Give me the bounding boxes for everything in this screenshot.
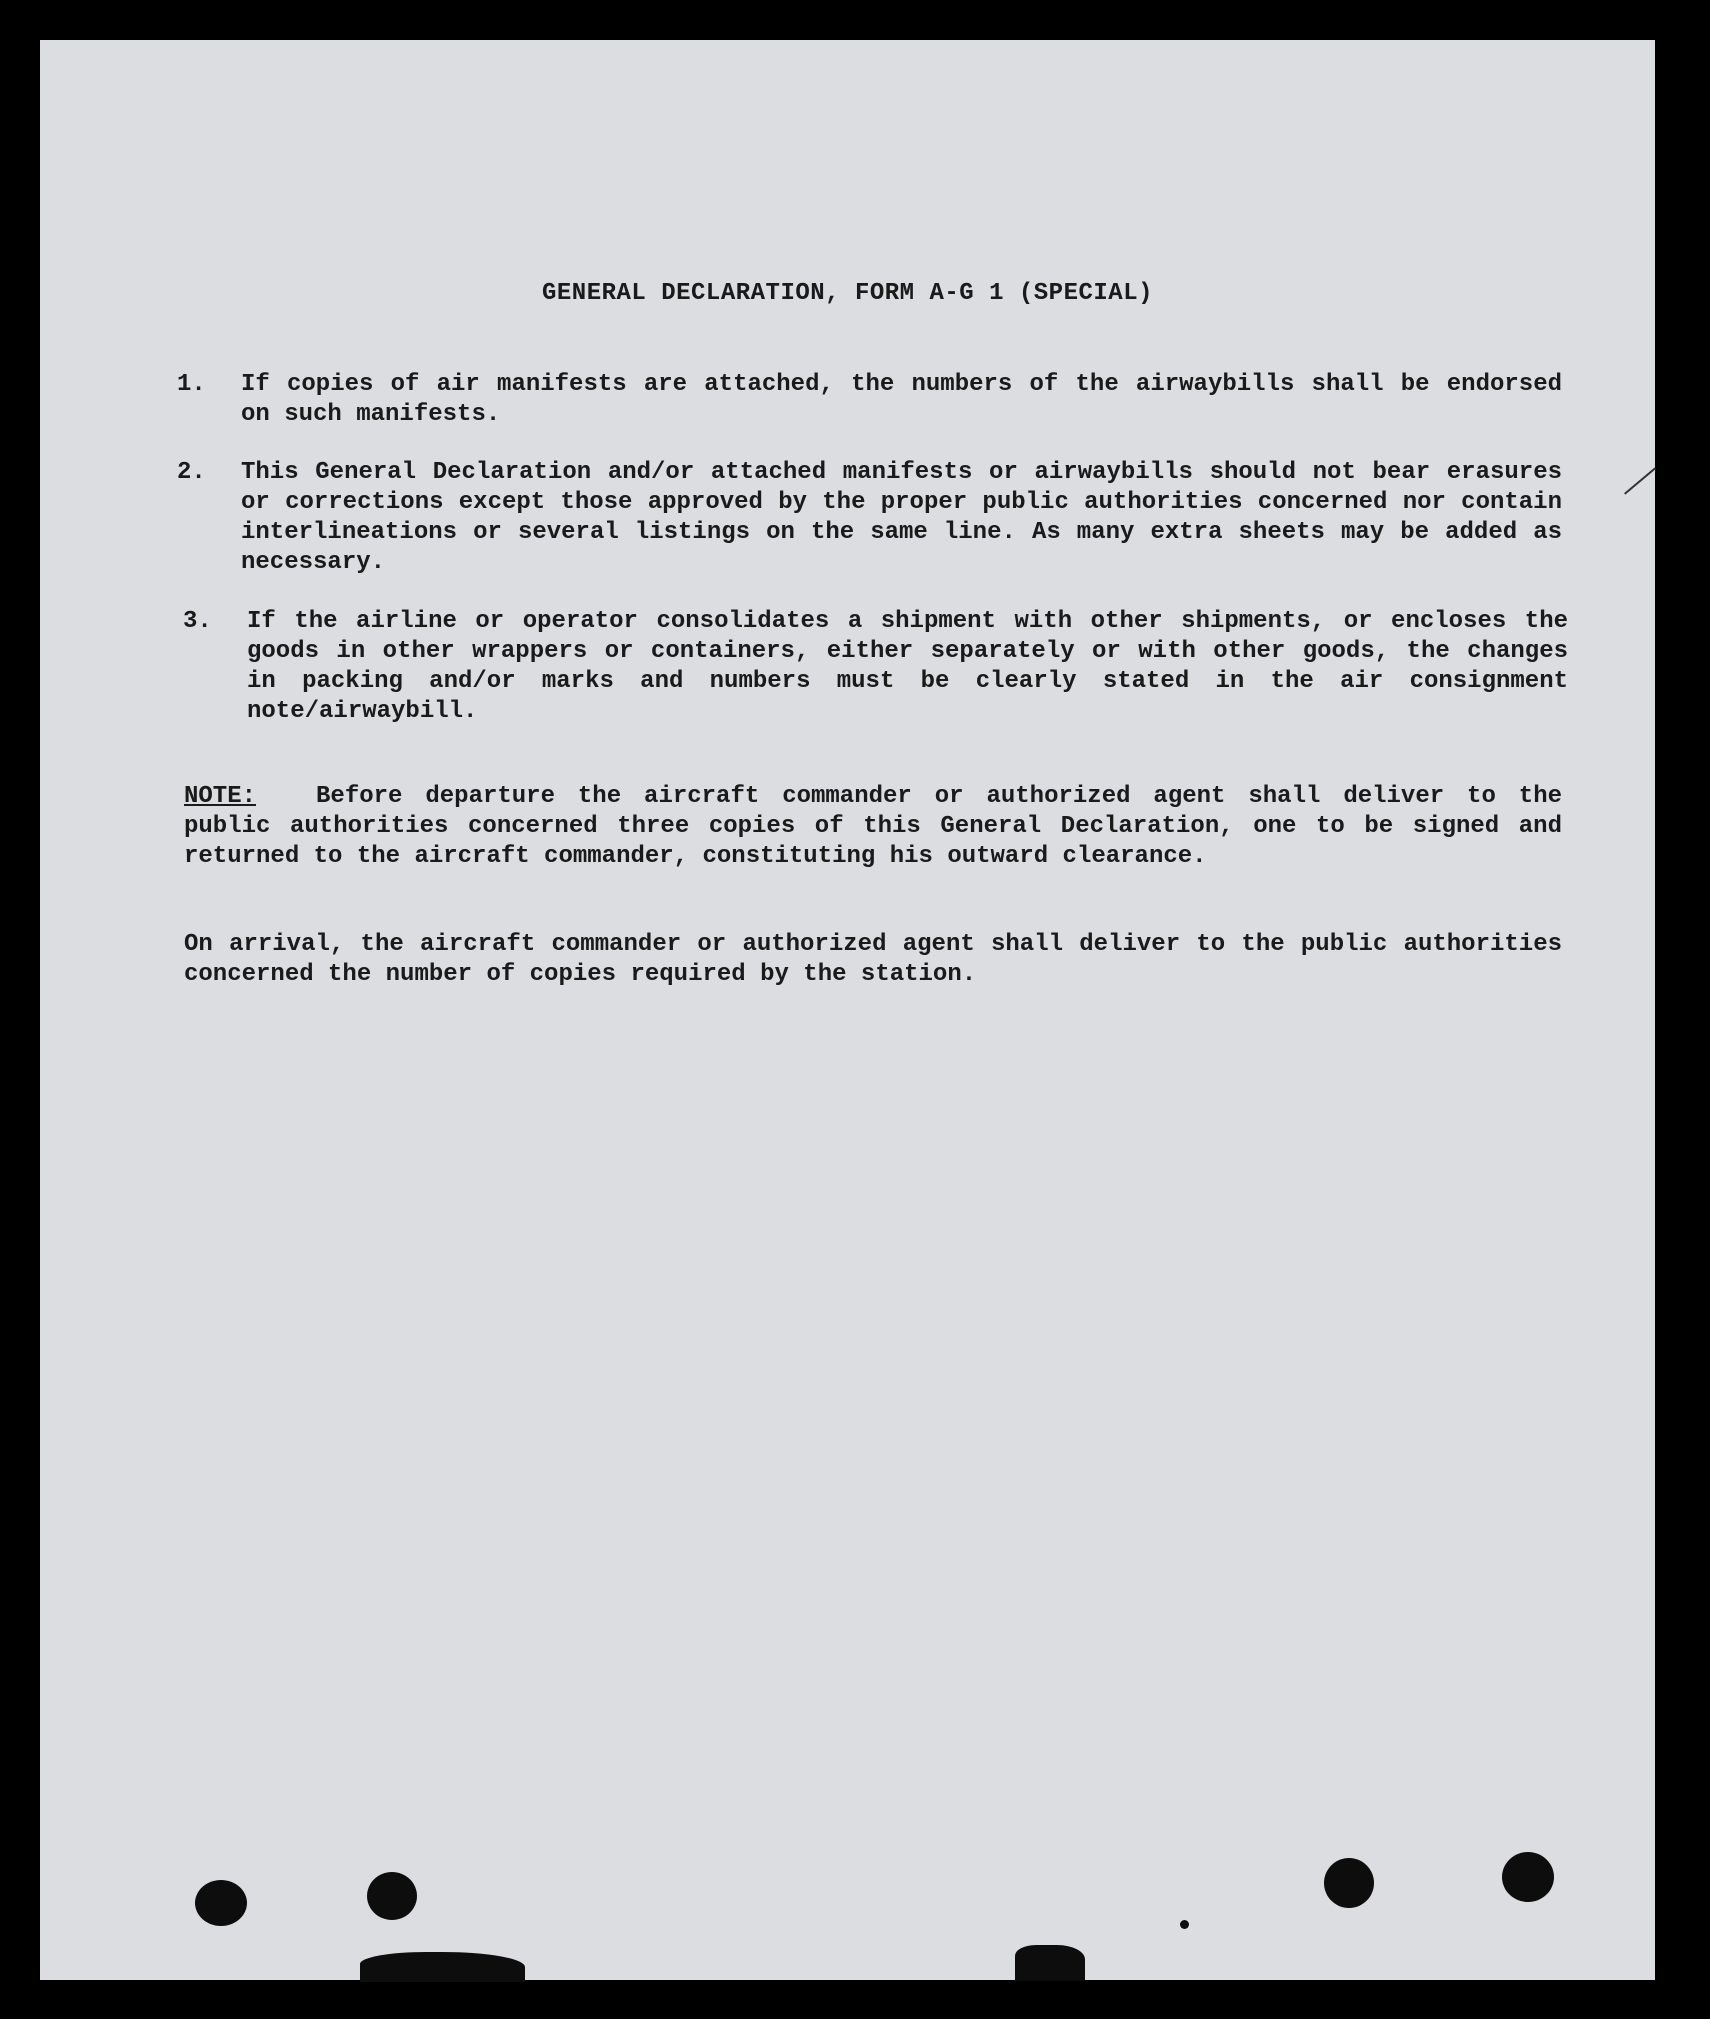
item-text: If the airline or operator consolidates a shipment with other shipments, or encloses the goods in other wrappers or containers, either separately or with other goods, the changes in packing and/or marks and numbers must be clearly stated in the air consignment note/airwaybill. — [247, 608, 1568, 725]
punch-hole — [1502, 1852, 1554, 1902]
margin-mark — [1624, 467, 1656, 494]
punch-hole — [367, 1872, 417, 1920]
item-text: This General Declaration and/or attached manifests or airwaybills should not bear erasures or corrections except those approved by the proper public authorities concerned nor contain interlineations or several listings on the same line. As many extra sheets may be added as necessary. — [241, 459, 1562, 576]
note-paragraph — [184, 782, 1562, 872]
document-title: GENERAL DECLARATION, FORM A-G 1 (SPECIAL) — [542, 280, 1153, 307]
ink-speck — [1180, 1920, 1189, 1929]
instruction-item-3 — [183, 607, 1568, 727]
torn-edge — [360, 1952, 525, 1982]
punch-hole — [195, 1880, 247, 1926]
note-text: Before departure the aircraft commander or authorized agent shall deliver to the public authorities concerned three copies of this General Declaration, one to be signed and returned to the aircraft commander, constituting his outward clearance. — [184, 783, 1562, 870]
note-label: NOTE: — [184, 783, 257, 810]
punch-hole — [1324, 1858, 1374, 1908]
item-number: 2. — [177, 459, 206, 486]
torn-edge — [1015, 1945, 1085, 1981]
instruction-item-1 — [177, 370, 1562, 430]
arrival-paragraph: On arrival, the aircraft commander or authorized agent shall deliver to the public authorities concerned the number of copies required by the station. — [184, 931, 1562, 988]
item-number: 1. — [177, 371, 206, 398]
item-number: 3. — [183, 608, 212, 635]
instruction-item-2 — [177, 458, 1562, 578]
item-text: If copies of air manifests are attached, the numbers of the airwaybills shall be endorsed on such manifests. — [241, 371, 1562, 428]
document-sheet — [40, 40, 1655, 1980]
